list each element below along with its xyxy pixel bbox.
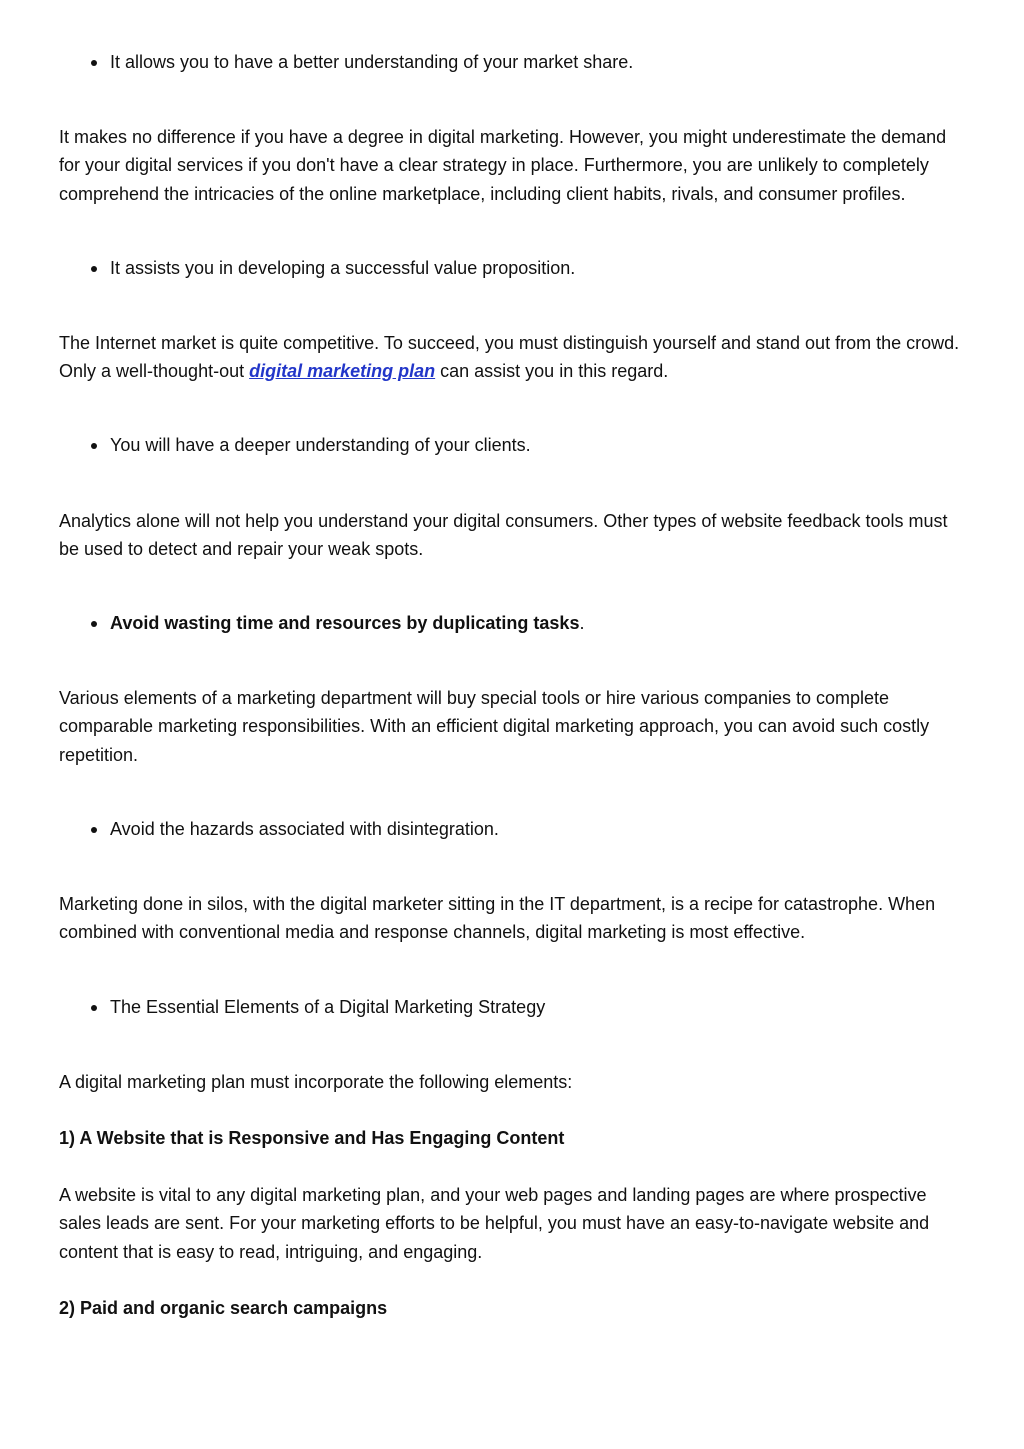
bullet-dot [91,1005,97,1011]
paragraph-text: can assist you in this regard. [435,361,669,382]
bullet-text-bold: Avoid wasting time and resources by duplicating tasks [110,613,580,633]
paragraph-silos: Marketing done in silos, with the digital marketer sitting in the IT department, is a recipe for catastrophe. When combined with conventional media and response channels, digital marketing is most effective. [59,894,936,943]
heading-search-campaigns: 2) Paid and organic search campaigns [59,1298,388,1318]
paragraph-competitive [59,329,971,386]
bullet-text: . [579,613,585,633]
bullet-dot [91,266,97,272]
paragraph-marketing-department: Various elements of a marketing department will buy special tools or hire various companies to complete comparable marketing responsibilities. With an efficient digital marketing approach, you can avoid such costly repetition. [59,688,930,765]
digital-marketing-plan-link[interactable]: digital marketing plan [249,361,436,382]
bullet-item-clients [110,431,970,459]
paragraph-text: The Internet market is quite competitive. To succeed, you must distinguish yourself and stand out from the crowd. Only a well-thought-out [59,333,960,382]
bullet-text: Avoid the hazards associated with disintegration. [110,819,499,839]
paragraph-plan-elements: A digital marketing plan must incorporate the following elements: [59,1072,573,1092]
bullet-text: The Essential Elements of a Digital Marketing Strategy [110,997,546,1017]
heading-responsive-website: 1) A Website that is Responsive and Has Engaging Content [59,1128,565,1148]
bullet-item-value-proposition [110,254,970,282]
bullet-item-disintegration [110,815,970,843]
bullet-item-duplicating-tasks [110,609,970,637]
bullet-item-essential-elements [110,993,970,1021]
paragraph-analytics: Analytics alone will not help you understand your digital consumers. Other types of website feedback tools must be used to detect and repair your weak spots. [59,511,948,560]
bullet-dot [91,443,97,449]
bullet-item-market-share [110,48,970,76]
paragraph-website: A website is vital to any digital marketing plan, and your web pages and landing pages are where prospective sales leads are sent. For your marketing efforts to be helpful, you must have an easy-to-navigate website and content that is easy to read, intriguing, and engaging. [59,1185,930,1262]
bullet-text: You will have a deeper understanding of your clients. [110,435,531,455]
bullet-dot [91,827,97,833]
bullet-text: It assists you in developing a successful value proposition. [110,258,576,278]
bullet-dot [91,621,97,627]
bullet-text: It allows you to have a better understanding of your market share. [110,52,634,72]
paragraph-degree: It makes no difference if you have a degree in digital marketing. However, you might underestimate the demand for your digital services if you don't have a clear strategy in place. Furthermore, you are unlikely to completely comprehend the intricacies of the online marketplace, including client habits, rivals, and consumer profiles. [59,127,947,204]
bullet-dot [91,60,97,66]
